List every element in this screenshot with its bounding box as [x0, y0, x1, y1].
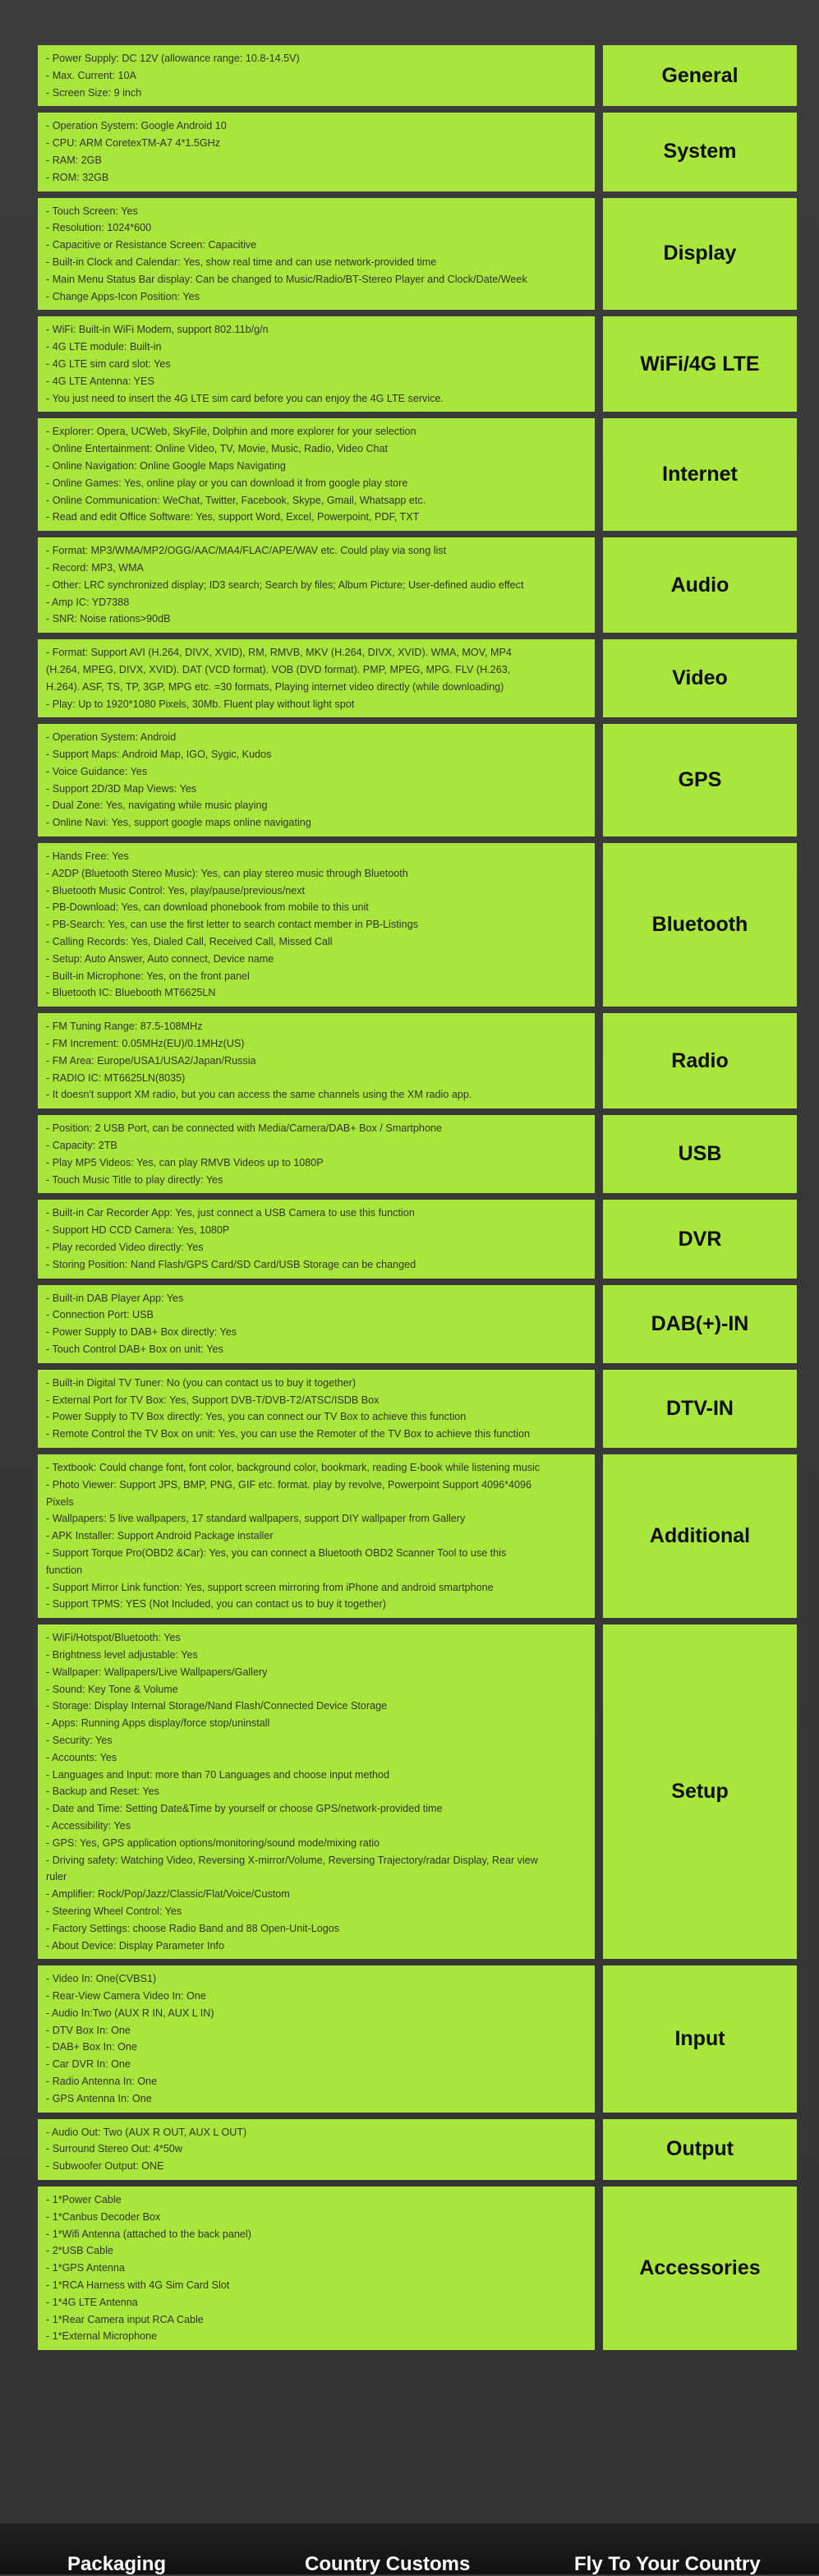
footer-fly-label: Fly To Your Country	[574, 2553, 761, 2575]
spec-category-title: Bluetooth	[651, 913, 748, 937]
spec-line: - Support Mirror Link function: Yes, support screen mirroring from iPhone and android smartphone	[46, 1581, 494, 1593]
spec-category-title: System	[663, 140, 737, 164]
spec-category	[603, 1624, 797, 1959]
spec-details	[38, 843, 595, 1007]
spec-line: - Amp IC: YD7388	[46, 596, 130, 608]
spec-category-title: Audio	[670, 573, 729, 597]
spec-category-title: WiFi/4G LTE	[640, 352, 760, 376]
spec-line: - Power Supply to DAB+ Box directly: Yes	[46, 1326, 237, 1339]
spec-details	[38, 1370, 595, 1448]
spec-row	[38, 1454, 797, 1618]
spec-details	[38, 45, 595, 106]
spec-line: - WiFi: Built-in WiFi Modem, support 802.11b/g/n	[46, 324, 269, 336]
spec-line: - Play: Up to 1920*1080 Pixels, 30Mb. Fluent play without light spot	[46, 698, 355, 710]
spec-line: - 1*Wifi Antenna (attached to the back panel)	[46, 2228, 251, 2240]
spec-line: - Factory Settings: choose Radio Band and 88 Open-Unit-Logos	[46, 1922, 340, 1934]
spec-line: - Change Apps-Icon Position: Yes	[46, 290, 200, 302]
spec-line: - GPS Antenna In: One	[46, 2092, 152, 2104]
spec-line: - Connection Port: USB	[46, 1309, 154, 1321]
spec-line: - Power Supply: DC 12V (allowance range: 10.8-14.5V)	[46, 53, 300, 64]
spec-category	[603, 1965, 797, 2112]
spec-line: - Wallpaper: Wallpapers/Live Wallpapers/Gallery	[46, 1666, 268, 1678]
spec-line: - 4G LTE sim card slot: Yes	[46, 357, 171, 370]
spec-line: - Storage: Display Internal Storage/Nand Flash/Connected Device Storage	[46, 1700, 388, 1712]
spec-line: - Storing Position: Nand Flash/GPS Card/SD Card/USB Storage can be changed	[46, 1258, 416, 1270]
spec-line: - Operation System: Google Android 10	[46, 120, 227, 132]
spec-details	[38, 724, 595, 836]
spec-line: - SNR: Noise rations>90dB	[46, 613, 171, 625]
spec-line: - DAB+ Box In: One	[46, 2041, 137, 2053]
spec-row	[38, 1624, 797, 1959]
spec-line: - Brightness level adjustable: Yes	[46, 1648, 198, 1661]
spec-line: - Touch Music Title to play directly: Yes	[46, 1173, 223, 1186]
spec-line: - Power Supply to TV Box directly: Yes, you can connect our TV Box to achieve this function	[46, 1411, 467, 1423]
spec-line: - Position: 2 USB Port, can be connected with Media/Camera/DAB+ Box / Smartphone	[46, 1122, 442, 1135]
spec-line: - Sound: Key Tone & Volume	[46, 1683, 178, 1695]
spec-line: - Online Navi: Yes, support google maps online navigating	[46, 817, 311, 829]
spec-row	[38, 2119, 797, 2180]
footer-banner	[0, 2523, 819, 2574]
spec-details	[38, 1624, 595, 1959]
spec-line: - Accounts: Yes	[46, 1751, 117, 1763]
spec-line: - Built-in Car Recorder App: Yes, just connect a USB Camera to use this function	[46, 1207, 415, 1219]
spec-line: - Play recorded Video directly: Yes	[46, 1242, 204, 1254]
spec-line: - Built-in Microphone: Yes, on the front panel	[46, 970, 250, 982]
spec-details	[38, 1965, 595, 2112]
spec-row	[38, 1965, 797, 2112]
spec-line: - Other: LRC synchronized display; ID3 search; Search by files; Album Picture; User-defined audio effect	[46, 578, 524, 591]
spec-line: - APK Installer: Support Android Package installer	[46, 1530, 274, 1542]
spec-line: - Radio Antenna In: One	[46, 2076, 158, 2088]
spec-line: - Video In: One(CVBS1)	[46, 1973, 157, 1985]
spec-line: - 1*External Microphone	[46, 2330, 158, 2343]
spec-category-title: Radio	[671, 1048, 729, 1072]
spec-line: - Subwoofer Output: ONE	[46, 2160, 164, 2173]
spec-line: - Setup: Auto Answer, Auto connect, Device name	[46, 952, 274, 965]
spec-category	[603, 198, 797, 311]
spec-details	[38, 1285, 595, 1363]
spec-row	[38, 316, 797, 412]
spec-line: - Hands Free: Yes	[46, 850, 129, 863]
spec-category	[603, 418, 797, 531]
spec-line: - Support 2D/3D Map Views: Yes	[46, 782, 197, 795]
spec-category	[603, 1454, 797, 1618]
spec-line: - PB-Download: Yes, can download phonebook from mobile to this unit	[46, 901, 369, 914]
spec-line: - Touch Screen: Yes	[46, 205, 138, 217]
spec-line: - Main Menu Status Bar display: Can be changed to Music/Radio/BT-Stereo Player and Clock/Date/Week	[46, 273, 527, 285]
footer-packaging-label: Packaging	[67, 2553, 167, 2575]
spec-line: - Play MP5 Videos: Yes, can play RMVB Videos up to 1080P	[46, 1156, 324, 1168]
spec-details	[38, 316, 595, 412]
spec-category	[603, 537, 797, 633]
spec-category	[603, 2119, 797, 2180]
spec-line: - 4G LTE Antenna: YES	[46, 375, 154, 387]
spec-line: - Online Entertainment: Online Video, TV, Movie, Music, Radio, Video Chat	[46, 443, 389, 455]
spec-category	[603, 1285, 797, 1363]
spec-row	[38, 1285, 797, 1363]
spec-category-title: Setup	[671, 1780, 729, 1804]
spec-line: - Support Maps: Android Map, IGO, Sygic, Kudos	[46, 749, 272, 761]
spec-line: - 1*RCA Harness with 4G Sim Card Slot	[46, 2279, 230, 2292]
spec-category-title: Accessories	[639, 2256, 761, 2280]
spec-line: - Calling Records: Yes, Dialed Call, Received Call, Missed Call	[46, 936, 333, 948]
spec-line: - Online Communication: WeChat, Twitter, Facebook, Skype, Gmail, Whatsapp etc.	[46, 494, 426, 506]
spec-line: - Built-in Digital TV Tuner: No (you can contact us to buy it together)	[46, 1376, 357, 1389]
spec-line: Pixels	[46, 1495, 74, 1508]
spec-line: H.264). ASF, TS, TP, 3GP, MPG etc. =30 formats, Playing internet video directly (while downloading)	[46, 680, 504, 693]
spec-line: - Online Navigation: Online Google Maps Navigating	[46, 459, 286, 472]
spec-details	[38, 639, 595, 717]
spec-line: - Capacity: 2TB	[46, 1140, 117, 1152]
spec-line: - Languages and Input: more than 70 Languages and choose input method	[46, 1768, 390, 1781]
spec-line: - Operation System: Android	[46, 731, 177, 744]
spec-line: ruler	[46, 1871, 67, 1883]
spec-row	[38, 724, 797, 836]
spec-details	[38, 537, 595, 633]
spec-line: - Surround Stereo Out: 4*50w	[46, 2143, 182, 2155]
spec-line: - Steering Wheel Control: Yes	[46, 1905, 182, 1917]
spec-category-title: DTV-IN	[666, 1396, 734, 1420]
spec-line: - Car DVR In: One	[46, 2058, 131, 2071]
spec-row	[38, 198, 797, 311]
spec-line: - Record: MP3, WMA	[46, 561, 144, 574]
spec-details	[38, 1454, 595, 1618]
spec-line: - 1*GPS Antenna	[46, 2262, 125, 2274]
spec-line: - Built-in DAB Player App: Yes	[46, 1292, 184, 1304]
spec-line: - 1*Canbus Decoder Box	[46, 2210, 161, 2223]
spec-line: - Touch Control DAB+ Box on unit: Yes	[46, 1343, 223, 1355]
spec-line: - FM Increment: 0.05MHz(EU)/0.1MHz(US)	[46, 1038, 245, 1050]
spec-line: - FM Area: Europe/USA1/USA2/Japan/Russia	[46, 1054, 256, 1067]
spec-line: - RAM: 2GB	[46, 154, 102, 166]
spec-category	[603, 113, 797, 191]
spec-row	[38, 418, 797, 531]
spec-line: - Explorer: Opera, UCWeb, SkyFile, Dolphin and more explorer for your selection	[46, 426, 416, 438]
spec-line: - It doesn't support XM radio, but you can access the same channels using the XM radio app.	[46, 1089, 472, 1101]
spec-line: - Accessibility: Yes	[46, 1819, 131, 1832]
spec-details	[38, 1115, 595, 1193]
spec-line: - Driving safety: Watching Video, Reversing X-mirror/Volume, Reversing Trajectory/radar Display, Rear view	[46, 1854, 538, 1866]
spec-category-title: GPS	[678, 768, 722, 792]
spec-line: - Built-in Clock and Calendar: Yes, show real time and can use network-provided time	[46, 256, 437, 268]
spec-line: - 2*USB Cable	[46, 2245, 113, 2257]
spec-line: - Support HD CCD Camera: Yes, 1080P	[46, 1224, 230, 1237]
spec-line: - Backup and Reset: Yes	[46, 1786, 159, 1798]
spec-category-title: Input	[674, 2026, 725, 2050]
spec-category-title: Output	[666, 2137, 734, 2161]
spec-line: - About Device: Display Parameter Info	[46, 1939, 224, 1952]
spec-line: - Remote Control the TV Box on unit: Yes, you can use the Remoter of the TV Box to achieve this function	[46, 1428, 530, 1440]
spec-details	[38, 2119, 595, 2180]
spec-line: - ROM: 32GB	[46, 171, 109, 183]
spec-line: (H.264, MPEG, DIVX, XVID). DAT (VCD format). VOB (DVD format). PMP, MPEG, MPG. FLV (H.263,	[46, 663, 511, 675]
spec-row	[38, 1370, 797, 1448]
spec-category	[603, 1115, 797, 1193]
spec-line: - Rear-View Camera Video In: One	[46, 1990, 206, 2002]
spec-category-title: Display	[663, 242, 737, 265]
spec-details	[38, 113, 595, 191]
spec-category-title: Video	[672, 666, 728, 690]
spec-line: - Read and edit Office Software: Yes, support Word, Excel, Powerpoint, PDF, TXT	[46, 511, 420, 523]
spec-line: - Apps: Running Apps display/force stop/uninstall	[46, 1717, 270, 1730]
spec-line: - Audio In:Two (AUX R IN, AUX L IN)	[46, 2007, 214, 2019]
spec-line: - Format: MP3/WMA/MP2/OGG/AAC/MA4/FLAC/APE/WAV etc. Could play via song list	[46, 545, 447, 557]
spec-line: - Textbook: Could change font, font color, background color, bookmark, reading E-book while listening music	[46, 1461, 541, 1473]
spec-category-title: Additional	[649, 1524, 751, 1548]
spec-line: - You just need to insert the 4G LTE sim card before you can enjoy the 4G LTE service.	[46, 392, 444, 404]
spec-row	[38, 2187, 797, 2350]
spec-line: - Dual Zone: Yes, navigating while music playing	[46, 800, 268, 812]
spec-row	[38, 537, 797, 633]
spec-details	[38, 198, 595, 311]
spec-line: - Security: Yes	[46, 1734, 113, 1746]
spec-line: - 1*4G LTE Antenna	[46, 2296, 138, 2308]
spec-line: - External Port for TV Box: Yes, Support DVB-T/DVB-T2/ATSC/ISDB Box	[46, 1394, 380, 1406]
spec-line: - 4G LTE module: Built-in	[46, 341, 162, 353]
spec-row	[38, 1115, 797, 1193]
spec-line: function	[46, 1564, 83, 1576]
spec-line: - Screen Size: 9 inch	[46, 86, 142, 99]
spec-row	[38, 1013, 797, 1108]
spec-category-title: DAB(+)-IN	[651, 1311, 749, 1335]
spec-line: - 1*Rear Camera input RCA Cable	[46, 2313, 204, 2325]
spec-category	[603, 724, 797, 836]
spec-line: - GPS: Yes, GPS application options/monitoring/sound mode/mixing ratio	[46, 1836, 380, 1849]
spec-category	[603, 639, 797, 717]
spec-line: - Bluetooth Music Control: Yes, play/pause/previous/next	[46, 884, 306, 896]
spec-line: - Amplifier: Rock/Pop/Jazz/Classic/Flat/Voice/Custom	[46, 1888, 290, 1901]
spec-line: - Resolution: 1024*600	[46, 222, 152, 234]
spec-details	[38, 1013, 595, 1108]
spec-line: - Online Games: Yes, online play or you can download it from google play store	[46, 477, 408, 489]
spec-category-title: DVR	[678, 1227, 722, 1251]
spec-line: - Photo Viewer: Support JPS, BMP, PNG, GIF etc. format. play by revolve, Powerpoint Support 4096*4096	[46, 1478, 532, 1491]
spec-line: - Date and Time: Setting Date&Time by yourself or choose GPS/network-provided time	[46, 1803, 443, 1815]
spec-row	[38, 639, 797, 717]
spec-category	[603, 2187, 797, 2350]
spec-row	[38, 1200, 797, 1278]
spec-category	[603, 1013, 797, 1108]
spec-line: - PB-Search: Yes, can use the first letter to search contact member in PB-Listings	[46, 919, 418, 931]
spec-line: - Support Torque Pro(OBD2 &Car): Yes, you can connect a Bluetooth OBD2 Scanner Tool to use this	[46, 1546, 507, 1559]
spec-category-title: General	[661, 63, 738, 87]
spec-category	[603, 316, 797, 412]
footer-customs-label: Country Customs	[305, 2553, 471, 2575]
spec-line: - Support TPMS: YES (Not Included, you can contact us to buy it together)	[46, 1598, 386, 1611]
spec-category	[603, 1200, 797, 1278]
spec-line: - Bluetooth IC: Bluebooth MT6625LN	[46, 987, 216, 999]
spec-category	[603, 843, 797, 1007]
spec-line: - CPU: ARM CoretexTM-A7 4*1.5GHz	[46, 137, 221, 150]
spec-line: - Wallpapers: 5 live wallpapers, 17 standard wallpapers, support DIY wallpaper from Gallery	[46, 1513, 466, 1525]
spec-line: - DTV Box In: One	[46, 2024, 131, 2036]
spec-category-title: Internet	[662, 463, 738, 486]
spec-line: - FM Tuning Range: 87.5-108MHz	[46, 1021, 203, 1033]
spec-row	[38, 843, 797, 1007]
spec-row	[38, 113, 797, 191]
spec-details	[38, 2187, 595, 2350]
spec-line: - Audio Out: Two (AUX R OUT, AUX L OUT)	[46, 2126, 247, 2138]
spec-category	[603, 45, 797, 106]
spec-row	[38, 45, 797, 106]
spec-category	[603, 1370, 797, 1448]
spec-line: - Format: Support AVI (H.264, DIVX, XVID), RM, RMVB, MKV (H.264, DIVX, XVID). WMA, MOV, MP4	[46, 647, 512, 659]
spec-line: - Capacitive or Resistance Screen: Capacitive	[46, 239, 257, 251]
spec-category-title: USB	[678, 1142, 722, 1166]
spec-line: - RADIO IC: MT6625LN(8035)	[46, 1071, 186, 1084]
spec-details	[38, 418, 595, 531]
spec-details	[38, 1200, 595, 1278]
spec-line: - Max. Current: 10A	[46, 69, 136, 81]
spec-line: - Voice Guidance: Yes	[46, 765, 148, 777]
spec-table	[38, 45, 797, 2500]
spec-line: - WiFi/Hotspot/Bluetooth: Yes	[46, 1632, 181, 1644]
spec-line: - 1*Power Cable	[46, 2194, 122, 2206]
spec-line: - A2DP (Bluetooth Stereo Music): Yes, can play stereo music through Bluetooth	[46, 867, 408, 879]
